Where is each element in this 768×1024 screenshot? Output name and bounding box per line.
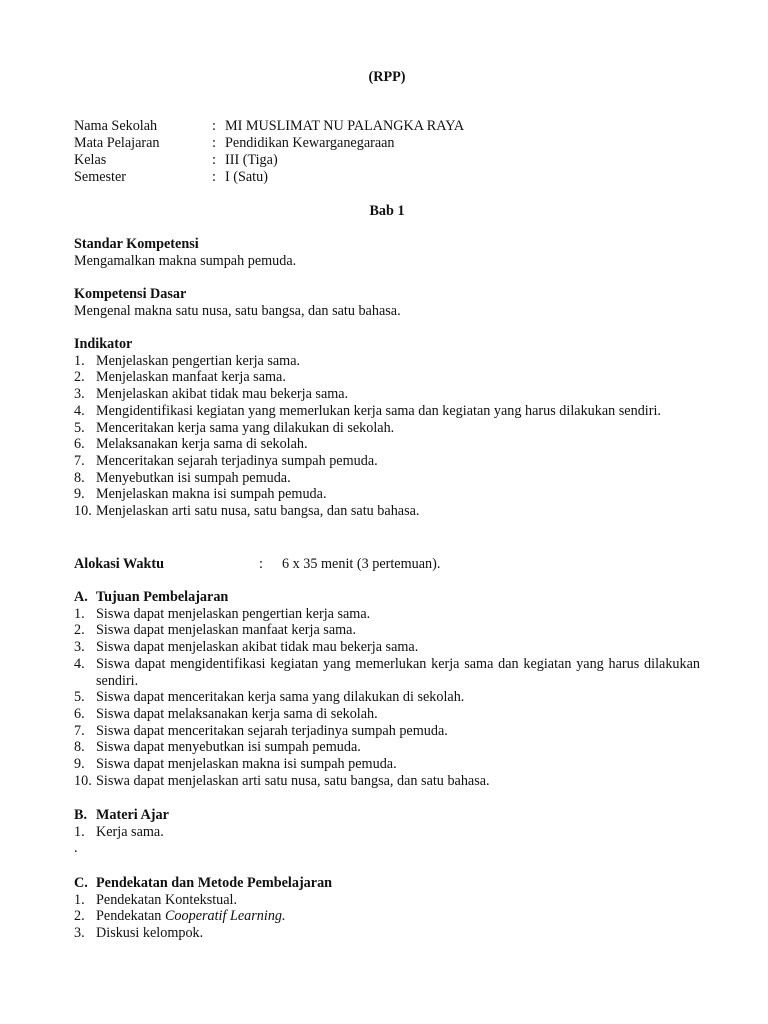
identity-value: Pendidikan Kewarganegaraan bbox=[225, 135, 395, 151]
chapter-title: Bab 1 bbox=[369, 203, 405, 219]
kompetensi-dasar-section bbox=[74, 286, 700, 319]
section-heading-text: Tujuan Pembelajaran bbox=[96, 589, 229, 605]
list-item bbox=[74, 606, 700, 623]
list-text: Menceritakan kerja sama yang dilakukan di sekolah. bbox=[96, 419, 395, 436]
list-text: Menjelaskan arti satu nusa, satu bangsa, dan satu bahasa. bbox=[96, 503, 420, 520]
document-title: (RPP) bbox=[368, 69, 406, 85]
list-item bbox=[74, 503, 700, 520]
identity-label: Nama Sekolah bbox=[74, 118, 158, 134]
list-number: 5. bbox=[74, 689, 85, 706]
list-text: Siswa dapat menjelaskan pengertian kerja sama. bbox=[96, 605, 371, 622]
list-text: Mengidentifikasi kegiatan yang memerlukan kerja sama dan kegiatan yang harus dilakukan sendiri. bbox=[96, 402, 661, 419]
alokasi-waktu-row bbox=[74, 556, 441, 573]
list-item bbox=[74, 436, 700, 453]
list-item bbox=[74, 453, 700, 470]
list-text: Diskusi kelompok. bbox=[96, 925, 204, 942]
list-text: Menyebutkan isi sumpah pemuda. bbox=[96, 469, 291, 486]
section-text: Mengamalkan makna sumpah pemuda. bbox=[74, 252, 297, 269]
list-number: 1. bbox=[74, 823, 85, 840]
list-number: 6. bbox=[74, 705, 85, 722]
list-text: Siswa dapat mengidentifikasi kegiatan yang memerlukan kerja sama dan kegiatan yang harus dilakukan sendiri. bbox=[96, 655, 700, 689]
list-text: Siswa dapat menjelaskan makna isi sumpah pemuda. bbox=[96, 756, 397, 773]
list-number: 9. bbox=[74, 486, 85, 503]
list-item bbox=[74, 622, 700, 639]
pendekatan-metode-section bbox=[74, 875, 700, 942]
section-letter: A. bbox=[74, 589, 88, 605]
section-heading bbox=[74, 875, 700, 892]
list-number: 2. bbox=[74, 622, 85, 639]
indikator-section bbox=[74, 336, 700, 520]
list-item bbox=[74, 706, 700, 723]
list-number: 4. bbox=[74, 402, 85, 419]
section-heading-text: Pendekatan dan Metode Pembelajaran bbox=[96, 875, 333, 891]
list-item bbox=[74, 353, 700, 370]
list-text-italic: Cooperatif Learning. bbox=[164, 908, 286, 925]
section-letter: B. bbox=[74, 807, 88, 823]
identity-label: Kelas bbox=[74, 152, 107, 168]
alokasi-waktu-label: Alokasi Waktu bbox=[74, 556, 165, 572]
identity-label: Mata Pelajaran bbox=[74, 135, 160, 151]
section-heading: Indikator bbox=[74, 336, 133, 352]
list-number: 9. bbox=[74, 756, 85, 773]
list-item bbox=[74, 925, 700, 942]
list-item bbox=[74, 773, 700, 790]
list-item bbox=[74, 908, 700, 925]
list-text: Kerja sama. bbox=[96, 823, 164, 840]
pendekatan-list bbox=[74, 892, 700, 942]
list-number: 7. bbox=[74, 452, 85, 469]
list-text: Siswa dapat melaksanakan kerja sama di sekolah. bbox=[96, 705, 378, 722]
alokasi-waktu-colon: : bbox=[259, 556, 263, 572]
list-item bbox=[74, 824, 700, 841]
list-item bbox=[74, 420, 700, 437]
identity-value: I (Satu) bbox=[225, 169, 268, 185]
list-number: 1. bbox=[74, 605, 85, 622]
list-item bbox=[74, 639, 700, 656]
identity-label: Semester bbox=[74, 169, 127, 185]
identity-value: MI MUSLIMAT NU PALANGKA RAYA bbox=[225, 118, 465, 134]
section-letter: C. bbox=[74, 875, 88, 891]
materi-ajar-section bbox=[74, 807, 700, 857]
identity-value: III (Tiga) bbox=[225, 152, 278, 168]
list-number: 3. bbox=[74, 386, 85, 403]
list-item bbox=[74, 470, 700, 487]
list-text: Menjelaskan pengertian kerja sama. bbox=[96, 352, 301, 369]
list-item bbox=[74, 756, 700, 773]
list-item bbox=[74, 656, 700, 689]
list-number: 4. bbox=[74, 655, 85, 672]
identity-colon: : bbox=[212, 118, 216, 134]
list-number: 2. bbox=[74, 369, 85, 386]
list-item bbox=[74, 739, 700, 756]
section-heading-text: Materi Ajar bbox=[96, 807, 169, 823]
section-heading: Kompetensi Dasar bbox=[74, 286, 187, 302]
list-number: 5. bbox=[74, 419, 85, 436]
list-item bbox=[74, 892, 700, 909]
list-text: Pendekatan bbox=[96, 908, 165, 925]
section-heading: Standar Kompetensi bbox=[74, 236, 199, 252]
tujuan-pembelajaran-section bbox=[74, 589, 700, 789]
materi-list bbox=[74, 824, 700, 841]
section-heading bbox=[74, 807, 700, 824]
list-item bbox=[74, 403, 700, 420]
list-number: 8. bbox=[74, 739, 85, 756]
list-text: Siswa dapat menjelaskan akibat tidak mau bekerja sama. bbox=[96, 639, 419, 656]
stray-period: . bbox=[74, 840, 78, 857]
list-item bbox=[74, 723, 700, 740]
list-number: 10. bbox=[74, 772, 92, 789]
list-text: Menjelaskan akibat tidak mau bekerja sama. bbox=[96, 386, 349, 403]
identity-colon: : bbox=[212, 135, 216, 151]
list-number: 2. bbox=[74, 908, 85, 925]
list-item bbox=[74, 689, 700, 706]
list-text: Pendekatan Kontekstual. bbox=[96, 891, 238, 908]
standar-kompetensi-section bbox=[74, 236, 700, 269]
list-number: 10. bbox=[74, 503, 92, 520]
list-text: Siswa dapat menyebutkan isi sumpah pemuda. bbox=[96, 739, 361, 756]
identity-colon: : bbox=[212, 152, 216, 168]
list-number: 6. bbox=[74, 436, 85, 453]
indikator-list bbox=[74, 353, 700, 520]
list-number: 1. bbox=[74, 352, 85, 369]
list-text: Siswa dapat menjelaskan manfaat kerja sama. bbox=[96, 622, 357, 639]
list-number: 1. bbox=[74, 891, 85, 908]
list-text: Menceritakan sejarah terjadinya sumpah pemuda. bbox=[96, 452, 378, 469]
list-item bbox=[74, 369, 700, 386]
list-text: Siswa dapat menceritakan sejarah terjadinya sumpah pemuda. bbox=[96, 722, 448, 739]
list-text: Menjelaskan manfaat kerja sama. bbox=[96, 369, 286, 386]
alokasi-waktu-value: 6 x 35 menit (3 pertemuan). bbox=[282, 556, 441, 572]
tujuan-list bbox=[74, 606, 700, 790]
list-text: Siswa dapat menceritakan kerja sama yang dilakukan di sekolah. bbox=[96, 689, 465, 706]
section-text: Mengenal makna satu nusa, satu bangsa, dan satu bahasa. bbox=[74, 302, 401, 319]
list-number: 3. bbox=[74, 639, 85, 656]
list-text: Siswa dapat menjelaskan arti satu nusa, satu bangsa, dan satu bahasa. bbox=[96, 772, 490, 789]
list-number: 8. bbox=[74, 469, 85, 486]
list-text: Melaksanakan kerja sama di sekolah. bbox=[96, 436, 308, 453]
list-text: Menjelaskan makna isi sumpah pemuda. bbox=[96, 486, 327, 503]
list-number: 3. bbox=[74, 925, 85, 942]
list-item bbox=[74, 386, 700, 403]
section-heading bbox=[74, 589, 700, 606]
list-number: 7. bbox=[74, 722, 85, 739]
list-item bbox=[74, 486, 700, 503]
identity-colon: : bbox=[212, 169, 216, 185]
